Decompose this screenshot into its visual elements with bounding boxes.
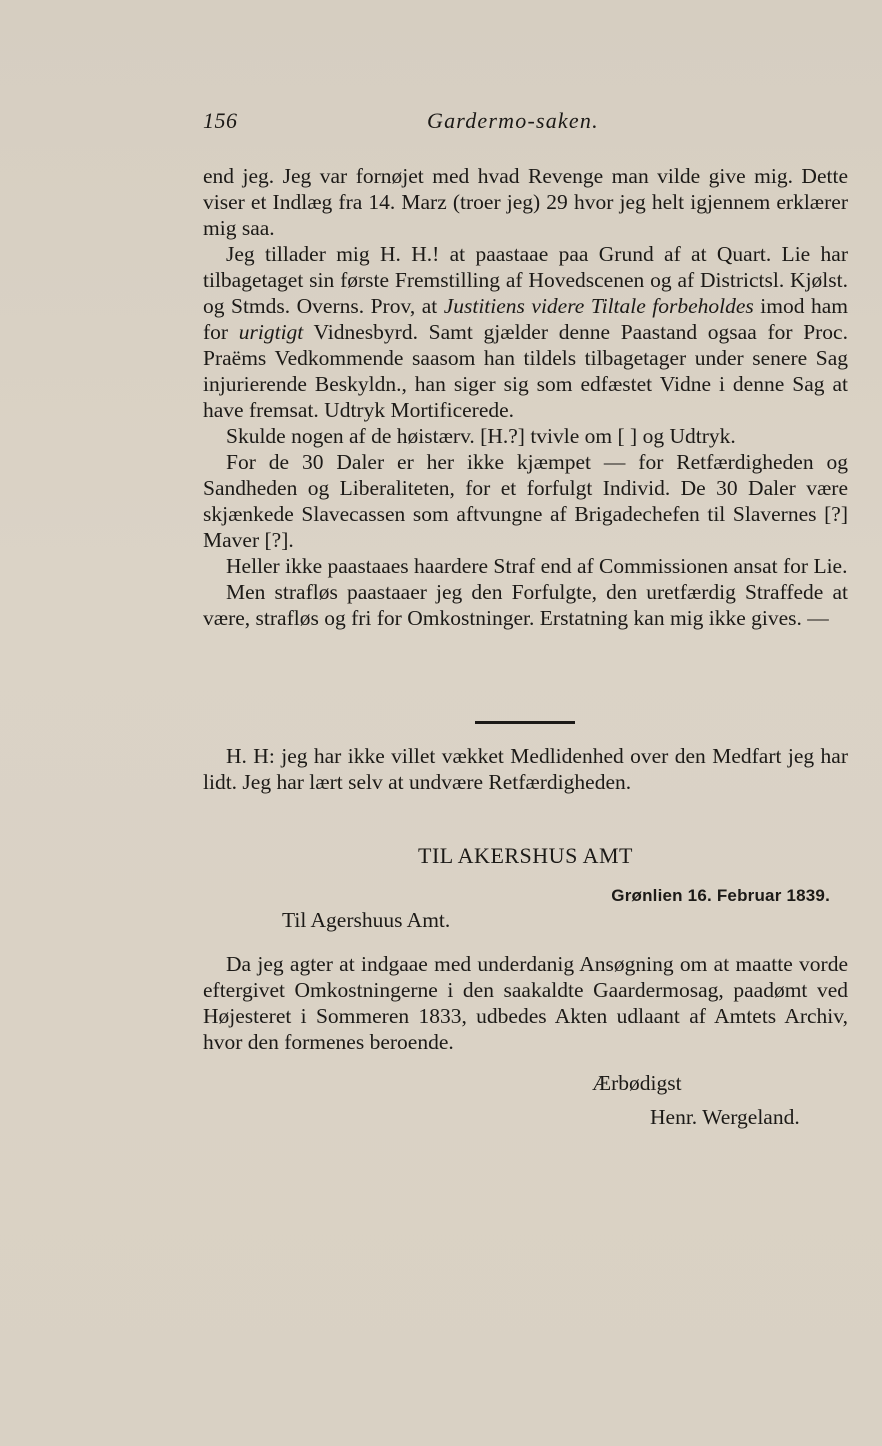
paragraph <box>203 241 848 423</box>
page-number: 156 <box>203 108 238 133</box>
emphasis-text: urigtigt <box>238 320 304 344</box>
letter-closing: Ærbødigst <box>592 1071 682 1095</box>
emphasis-text: Justitiens videre Tiltale forbeholdes <box>443 294 754 318</box>
text-run: imod ham for <box>203 294 848 344</box>
letter-heading: TIL AKERSHUS AMT <box>418 843 633 868</box>
main-text <box>203 163 848 631</box>
running-title: Gardermo-saken. <box>427 108 599 133</box>
text-run: Vidnesbyrd. Samt gjælder denne Paastand ogsaa for Proc. Praëms Vedkommende saasom han tildels tilbagetager under senere Sag injurierende Beskyldn., han siger sig som edfæstet Vidne i denne Sag at have fremsat. Udtryk Mortificerede. <box>203 320 848 422</box>
closing-statement <box>203 743 848 795</box>
letter-body <box>203 951 848 1055</box>
paragraph: For de 30 Daler er her ikke kjæmpet — for Retfærdigheden og Sandheden og Liberaliteten, for et forfulgt Individ. De 30 Daler være skjænkede Slavecassen som aftvungne af Brigadechefen til Slavernes [?] Maver [?]. <box>203 450 848 552</box>
paragraph: Da jeg agter at indgaae med underdanig Ansøgning om at maatte vorde eftergivet Omkostningerne i den saakaldte Gaardermosag, paadømt ved Højesteret i Sommeren 1833, udbedes Akten udlaant af Amtets Archiv, hvor den formenes beroende. <box>203 952 848 1054</box>
letter-place-date: Grønlien 16. Februar 1839. <box>611 886 830 905</box>
letter-signature: Henr. Wergeland. <box>650 1105 800 1129</box>
text-run: Jeg tillader mig H. H.! at paastaae paa Grund af at Quart. Lie har tilbagetaget sin første Fremstilling af Hovedscenen og af Districtsl. Kjølst. og Stmds. Overns. Prov, at <box>203 242 848 318</box>
section-divider <box>475 721 575 724</box>
paragraph: Skulde nogen af de høistærv. [H.?] tvivle om [ ] og Udtryk. <box>226 424 736 448</box>
paragraph: Men strafløs paastaaer jeg den Forfulgte, den uretfærdig Straffede at være, strafløs og fri for Omkostninger. Erstatning kan mig ikke gives. — <box>203 580 848 630</box>
paragraph: Heller ikke paastaaes haardere Straf end af Commissionen ansat for Lie. <box>226 554 848 578</box>
paragraph: H. H: jeg har ikke villet vækket Medlidenhed over den Medfart jeg har lidt. Jeg har lært selv at undvære Retfærdigheden. <box>203 744 848 794</box>
paragraph-continuation: end jeg. Jeg var fornøjet med hvad Revenge man vilde give mig. Dette viser et Indlæg fra 14. Marz (troer jeg) 29 hvor jeg helt igjennem erklærer mig saa. <box>203 164 848 240</box>
running-head <box>203 108 848 142</box>
letter-addressee: Til Agershuus Amt. <box>282 908 451 932</box>
